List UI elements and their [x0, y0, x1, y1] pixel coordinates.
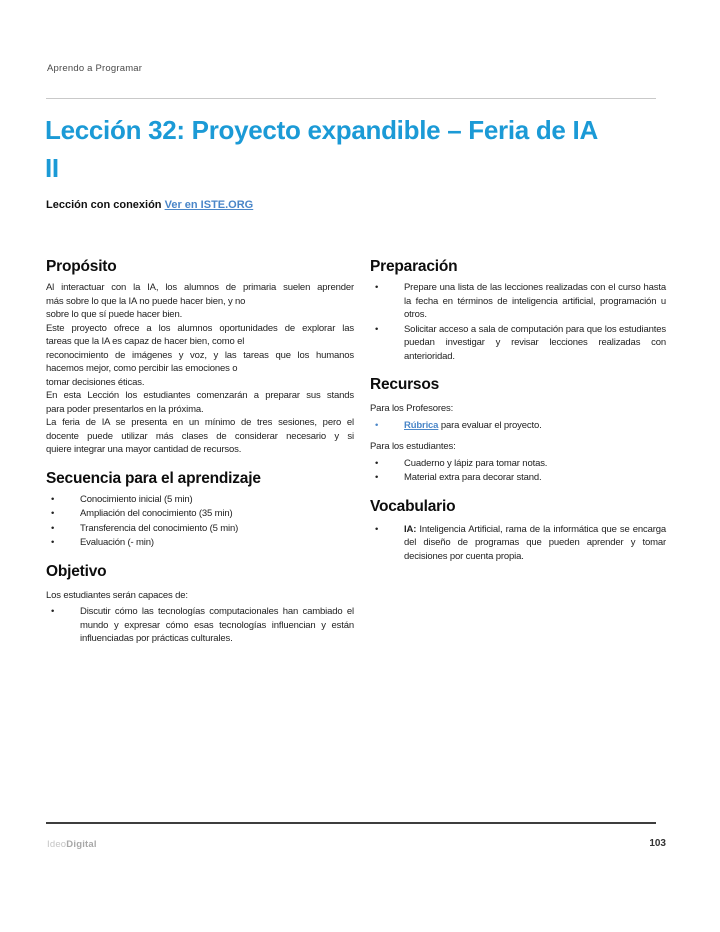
bullet-icon — [46, 493, 80, 507]
recursos-students-list — [370, 457, 666, 485]
footer-divider — [46, 822, 656, 824]
bullet-icon — [370, 523, 404, 564]
vocab-item — [370, 523, 666, 564]
objetivo-list — [46, 605, 354, 646]
heading-preparacion: Preparación — [370, 258, 458, 275]
paragraph-line: hacemos mejor, como percibir las emociones o — [46, 363, 238, 374]
vocabulario-list — [370, 523, 666, 564]
bullet-icon — [370, 323, 404, 364]
list-item: • Cuaderno y lápiz para tomar notas. — [370, 457, 666, 471]
recursos-teachers-label: Para los Profesores: — [370, 403, 454, 414]
footer-brand-bold: Digital — [66, 839, 97, 850]
recursos-teachers-item — [370, 419, 666, 433]
proposito-paragraph — [46, 281, 354, 457]
paragraph-line: La feria de IA se presenta en un mínimo de tres sesiones, pero el — [46, 417, 354, 428]
vocab-definition: Inteligencia Artificial, rama de la informática que se encarga del diseño de programas que pueden aprender y tomar decisiones por cuenta propia. — [404, 523, 666, 562]
paragraph-line: Este proyecto ofrece a los alumnos oportunidades de explorar las — [46, 322, 354, 334]
page-title-line2: II — [45, 153, 59, 183]
preparacion-list — [370, 281, 666, 363]
header-brand: Aprendo a Programar — [47, 63, 143, 74]
heading-vocabulario: Vocabulario — [370, 497, 456, 515]
heading-recursos: Recursos — [370, 376, 440, 393]
bullet-icon — [46, 536, 80, 550]
list-item: • Prepare una lista de las lecciones realizadas con el curso hasta la fecha en términos de inteligencia artificial, programación u otros. — [370, 281, 666, 322]
list-item: • Ampliación del conocimiento (35 min) — [46, 507, 354, 521]
paragraph-line: docente puede utilizar más clases de considerar necesario y si — [46, 430, 354, 442]
bullet-icon — [370, 471, 404, 485]
recursos-students-label: Para los estudiantes: — [370, 441, 456, 452]
paragraph-line: tomar decisiones éticas. — [46, 376, 145, 388]
bullet-icon — [46, 522, 80, 536]
bullet-icon — [370, 419, 404, 433]
rubrica-rest: para evaluar el proyecto. — [438, 419, 542, 431]
bullet-icon — [370, 281, 404, 322]
paragraph-line: más sobre lo que la IA no puede hacer bien, y no — [46, 295, 246, 307]
paragraph-line: reconocimiento de imágenes y voz, y las tareas que los humanos — [46, 349, 354, 361]
objetivo-intro: Los estudiantes serán capaces de: — [46, 589, 188, 601]
footer-brand — [47, 839, 97, 850]
bullet-icon — [46, 605, 80, 646]
list-item: • Solicitar acceso a sala de computación para que los estudiantes puedan investigar y revisar lecciones realizadas con anterioridad. — [370, 323, 666, 364]
heading-proposito: Propósito — [46, 258, 117, 275]
bullet-icon — [46, 507, 80, 521]
paragraph-line: para poder presentarlos en la próxima. — [46, 403, 204, 415]
bullet-icon — [370, 457, 404, 471]
list-item: • Material extra para decorar stand. — [370, 471, 666, 485]
list-item: • Transferencia del conocimiento (5 min) — [46, 522, 354, 536]
vocab-term: IA: — [404, 523, 417, 535]
list-item: • Discutir cómo las tecnologías computacionales han cambiado el mundo y expresar cómo esas tecnologías influencian y están influenciadas por prácticas culturales. — [46, 605, 354, 646]
paragraph-line: quiere integrar una mayor cantidad de recursos. — [46, 444, 242, 455]
content-columns — [46, 256, 666, 647]
page-title — [45, 111, 667, 187]
connection-line — [46, 199, 253, 211]
heading-objetivo: Objetivo — [46, 562, 107, 580]
footer-brand-light: Ideo — [47, 839, 67, 850]
left-column — [46, 256, 354, 647]
paragraph-line: En esta Lección los estudiantes comenzarán a preparar sus stands — [46, 390, 354, 401]
paragraph-line: sobre lo que sí puede hacer bien. — [46, 309, 183, 320]
page-title-line1: Lección 32: Proyecto expandible – Feria de IA — [45, 115, 598, 145]
paragraph-line: Al interactuar con la IA, los alumnos de primaria suelen aprender — [46, 282, 354, 293]
secuencia-list — [46, 493, 354, 550]
heading-secuencia: Secuencia para el aprendizaje — [46, 469, 261, 487]
list-item: • Evaluación (- min) — [46, 536, 354, 550]
page-number: 103 — [649, 838, 666, 849]
rubrica-link[interactable]: Rúbrica — [404, 419, 439, 431]
connection-label: Lección con conexión — [46, 199, 162, 211]
right-column — [370, 256, 666, 647]
paragraph-line: tareas que la IA es capaz de hacer bien, como el — [46, 336, 245, 347]
iste-link[interactable]: Ver en ISTE.ORG — [164, 199, 254, 211]
list-item: • Conocimiento inicial (5 min) — [46, 493, 354, 507]
header-divider — [46, 98, 656, 99]
